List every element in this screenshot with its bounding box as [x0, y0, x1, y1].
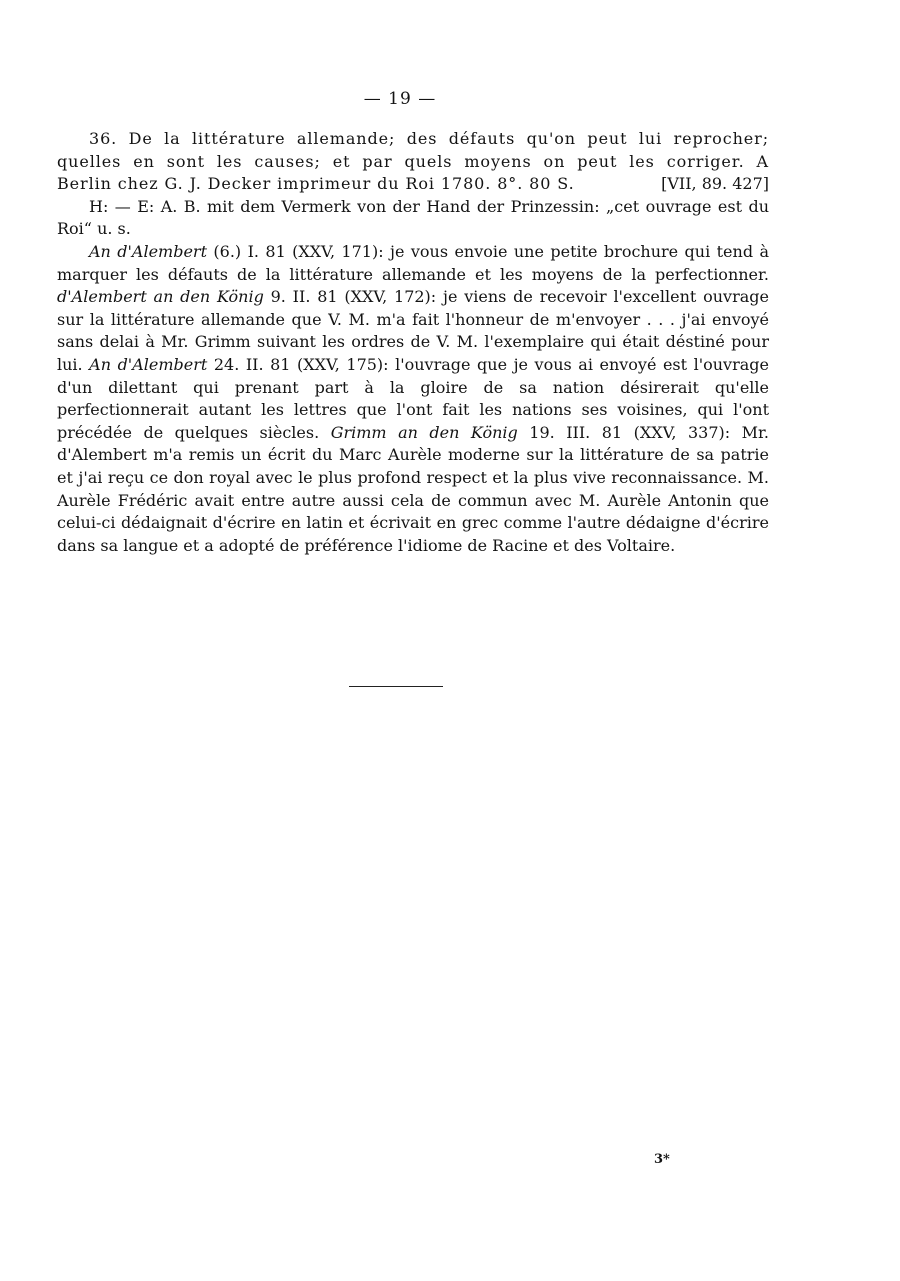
- quote-source: Grimm an den König: [330, 422, 518, 442]
- entry-signature: [VII, 89. 427]: [661, 174, 769, 194]
- quote-text: 24. II. 81 (XXV, 175): l'ouvrage que je vous ai envoyé est l'ouvrage d'un dilettant qui prenant part à la gloire de sa nation désirerait qu'elle perfectionnerait autant les lettres que l'ont fait les nations ses voisines, qui l'ont précédée de quelques siècles.: [57, 354, 769, 442]
- entry-title-line-3: Berlin chez G. J. Decker imprimeur du Roi 1780. 8°. 80 S. [VII, 89. 427]: [57, 173, 769, 196]
- page-number: — 19 —: [363, 89, 437, 109]
- entry-number: 36.: [89, 129, 118, 148]
- quote-text: 19. III. 81 (XXV, 337): Mr. d'Alembert m'a remis un écrit du Marc Aurèle moderne sur la littérature de sa patrie et j'ai reçu ce don royal avec le plus profond respect et la plus vive reconnaissance. M. Aurèle Frédéric avait entre autre aussi cela de commun avec M. Aurèle Antonin que celui-ci dédaignait d'écrire en latin et écrivait en grec comme l'autre dédaigne d'écrire dans sa langue et a adopté de préférence l'idiome de Racine et des Voltaire.: [57, 422, 770, 555]
- correspondence-quotes: [57, 241, 769, 557]
- quote-text: 9. II. 81 (XXV, 172): je viens de recevoir l'excellent ouvrage sur la littérature allemande que V. M. m'a fait l'honneur de m'envoyer . . . j'ai envoyé sans delai à Mr. Grimm suivant les ordres de V. M. l'exemplaire qui était déstiné pour lui.: [57, 287, 769, 374]
- quote-source: An d'Alembert: [89, 354, 208, 374]
- entry-title-line-1: 36. De la littérature allemande; des défauts qu'on peut lui reprocher;: [89, 129, 769, 148]
- quote-source: An d'Alembert: [89, 241, 208, 261]
- sheet-signature: 3*: [654, 1152, 670, 1167]
- quote-source: d'Alembert an den König: [57, 287, 264, 307]
- holdings-note: H: — E: A. B. mit dem Vermerk von der Hand der Prinzessin: „cet ouvrage est du Roi“ u. s.: [57, 196, 769, 239]
- quote-text: (6.) I. 81 (XXV, 171): je vous envoie une petite brochure qui tend à marquer les défauts de la littérature allemande et les moyens de la perfectionner.: [57, 241, 770, 284]
- bibliography-entry: [57, 128, 769, 557]
- entry-title: [57, 128, 769, 196]
- entry-title-line-2: quelles en sont les causes; et par quels moyens on peut les corriger. A: [57, 151, 769, 171]
- section-divider: [349, 686, 443, 687]
